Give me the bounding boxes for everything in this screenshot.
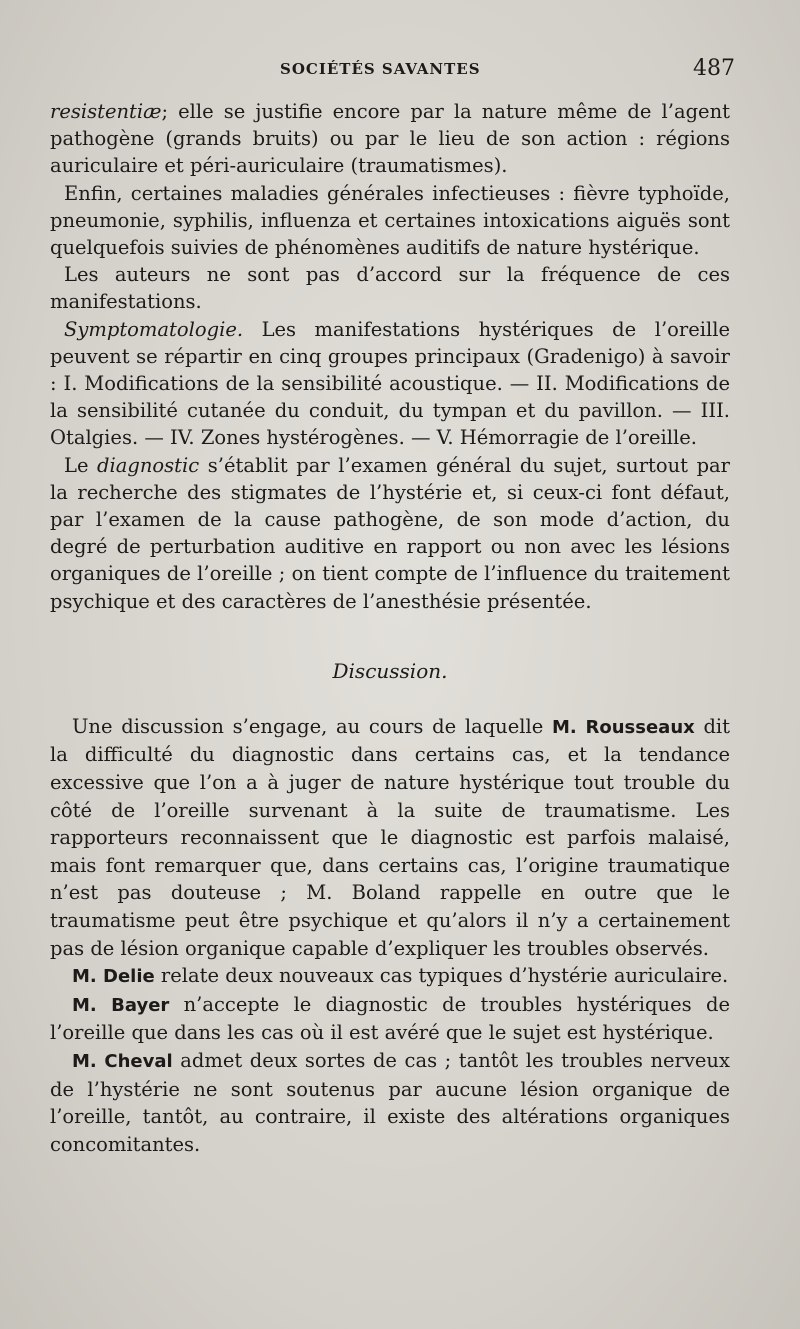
paragraph-text: dit la difficulté du diagnostic dans certains cas, et la tendance excessive que l’on a à juger de nature hystérique tout trouble du côté de l’oreille survenant à la suite de traumatisme. Les rapporteurs reconnaissent que le diagnostic est parfois malaisé, mais font remarquer que, dans certains cas, l’origine traumatique n’est pas douteuse ; M. Boland rappelle en outre que le traumatisme peut être psychique et qu’alors il n’y a certainement pas de lésion organique capable d’expliquer les troubles observés. bbox=[50, 714, 730, 960]
speaker-name: M. Delie bbox=[72, 966, 155, 988]
paragraph-text: Les manifestations hystériques de l’oreille peuvent se répartir en cinq groupes principaux (Gradenigo) à savoir : I. Modifications de la sensibilité acoustique. — II. Modifications de la sensibilité cutanée du conduit, du tympan et du pavillon. — III. Otalgies. — IV. Zones hystérogènes. — V. Hémorragie de l’oreille. bbox=[50, 317, 730, 450]
page-number: 487 bbox=[693, 56, 735, 81]
paragraph-text: Les auteurs ne sont pas d’accord sur la fréquence de ces manifestations. bbox=[50, 263, 730, 314]
section-term: Symptomatologie. bbox=[64, 317, 244, 341]
discussion-section bbox=[50, 713, 730, 1159]
section-term: diagnostic bbox=[97, 453, 200, 477]
page-header bbox=[50, 56, 735, 86]
speaker-name: M. Bayer bbox=[72, 994, 170, 1016]
discussion-paragraph-3 bbox=[50, 991, 730, 1047]
paragraph-text: Le bbox=[64, 453, 98, 477]
paragraph-2 bbox=[50, 180, 730, 262]
paragraph-text: admet deux sortes de cas ; tantôt les troubles nerveux de l’hystérie ne sont soutenus par aucune lésion organique de l’oreille, tantôt, au contraire, il existe des altérations organiques concomitantes. bbox=[50, 1048, 730, 1156]
main-text bbox=[50, 98, 730, 615]
paragraph-text: Enfin, certaines maladies générales infectieuses : fièvre typhoïde, pneumonie, syphilis, influenza et certaines intoxications aiguës sont quelquefois suivies de phénomènes auditifs de nature hystérique. bbox=[50, 181, 730, 260]
paragraph-text: s’établit par l’examen général du sujet, surtout par la recherche des stigmates de l’hystérie et, si ceux-ci font défaut, par l’examen de la cause pathogène, de son mode d’action, du degré de perturbation auditive en rapport ou non avec les lésions organiques de l’oreille ; on tient compte de l’influence du traitement psychique et des caractères de l’anesthésie présentée. bbox=[50, 453, 730, 613]
paragraph-4 bbox=[50, 316, 730, 452]
paragraph-text: Une discussion s’engage, au cours de laquelle bbox=[72, 714, 552, 738]
discussion-paragraph-1 bbox=[50, 713, 730, 962]
speaker-name: M. Rousseaux bbox=[551, 716, 695, 738]
speaker-name: M. Cheval bbox=[72, 1050, 173, 1072]
paragraph-5 bbox=[50, 452, 730, 615]
section-heading: Discussion. bbox=[332, 658, 448, 683]
paragraph-1 bbox=[50, 98, 730, 180]
latin-term: resistentiæ bbox=[50, 100, 162, 123]
paragraph-text: relate deux nouveaux cas typiques d’hystérie auriculaire. bbox=[154, 964, 729, 988]
discussion-paragraph-2 bbox=[50, 962, 730, 991]
running-title: SOCIÉTÉS SAVANTES bbox=[280, 60, 481, 78]
paragraph-text: ; elle se justifie encore par la nature même de l’agent pathogène (grands bruits) ou par le lieu de son action : régions auriculaire et péri-auriculaire (traumatismes). bbox=[50, 100, 730, 178]
discussion-paragraph-4 bbox=[50, 1047, 730, 1158]
paragraph-3 bbox=[50, 261, 730, 315]
paragraph-text: n’accepte le diagnostic de troubles hystériques de l’oreille que dans les cas où il est avéré que le sujet est hystérique. bbox=[50, 992, 730, 1045]
